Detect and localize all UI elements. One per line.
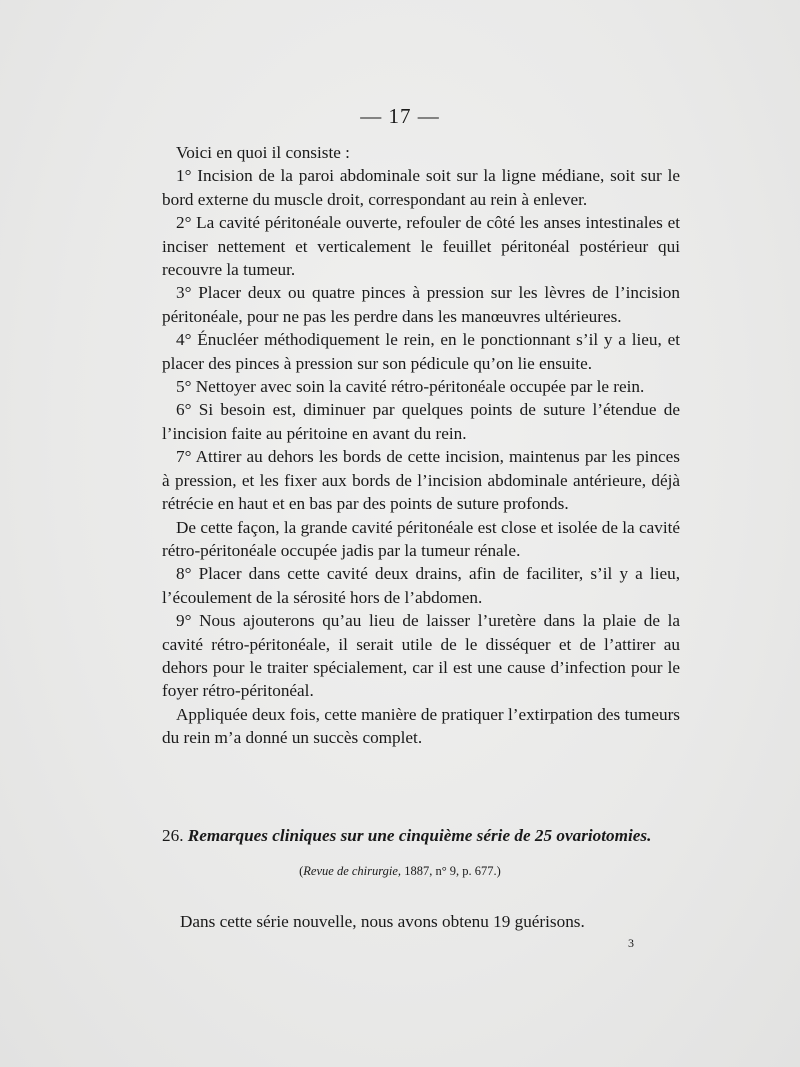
section-heading bbox=[162, 824, 680, 847]
paragraph-step-5: 5° Nettoyer avec soin la cavité rétro-péritonéale occupée par le rein. bbox=[176, 377, 645, 397]
main-text bbox=[162, 141, 680, 750]
paragraph-step-1: 1° Incision de la paroi abdominale soit sur la ligne médiane, soit sur le bord externe du muscle droit, correspondant au rein à enlever. bbox=[162, 166, 680, 209]
citation-details: 1887, n° 9, p. 677.) bbox=[401, 864, 501, 878]
paragraph-step-7: 7° Attirer au dehors les bords de cette incision, maintenus par les pinces à pression, et les fixer aux bords de l’incision abdominale antérieure, déjà rétrécie en haut et en bas par des points de suture profonds. bbox=[162, 447, 680, 514]
paragraph-step-3: 3° Placer deux ou quatre pinces à pression sur les lèvres de l’incision péritonéale, pour ne pas les perdre dans les manœuvres ultérieures. bbox=[162, 283, 680, 326]
paragraph-step-6: 6° Si besoin est, diminuer par quelques points de suture l’étendue de l’incision faite au péritoine en avant du rein. bbox=[162, 400, 680, 443]
section-number: 26. bbox=[162, 826, 184, 845]
section-title: Remarques cliniques sur une cinquième série de 25 ovariotomies. bbox=[187, 826, 652, 845]
citation bbox=[0, 864, 800, 879]
paragraph-step-4: 4° Énucléer méthodiquement le rein, en le ponctionnant s’il y a lieu, et placer des pinces à pression sur son pédicule qu’on lie ensuite. bbox=[162, 330, 680, 373]
citation-journal: Revue de chirurgie, bbox=[303, 864, 402, 878]
page-number: — 17 — bbox=[360, 104, 440, 128]
paragraph-step-9: 9° Nous ajouterons qu’au lieu de laisser l’uretère dans la plaie de la cavité rétro-péritonéale, il serait utile de le disséquer et de l’attirer au dehors pour le traiter spécialement, car il est une cause d’infection pour le foyer rétro-péritonéal. bbox=[162, 611, 680, 701]
paragraph-conclusion: Appliquée deux fois, cette manière de pratiquer l’extirpation des tumeurs du rein m’a donné un succès complet. bbox=[162, 704, 680, 748]
citation-open: ( bbox=[299, 864, 304, 878]
paragraph-step-8: 8° Placer dans cette cavité deux drains, afin de faciliter, s’il y a lieu, l’écoulement de la sérosité hors de l’abdomen. bbox=[162, 564, 680, 607]
paragraph-note: De cette façon, la grande cavité péritonéale est close et isolée de la cavité rétro-péritonéale occupée jadis par la tumeur rénale. bbox=[162, 517, 680, 560]
paragraph-step-2: 2° La cavité péritonéale ouverte, refouler de côté les anses intestinales et inciser nettement et verticalement le feuillet péritonéal postérieur qui recouvre la tumeur. bbox=[162, 213, 680, 280]
closing-line: Dans cette série nouvelle, nous avons obtenu 19 guérisons. bbox=[180, 912, 585, 931]
signature-mark: 3 bbox=[628, 936, 634, 950]
paragraph-intro: Voici en quoi il consiste : bbox=[176, 143, 350, 162]
